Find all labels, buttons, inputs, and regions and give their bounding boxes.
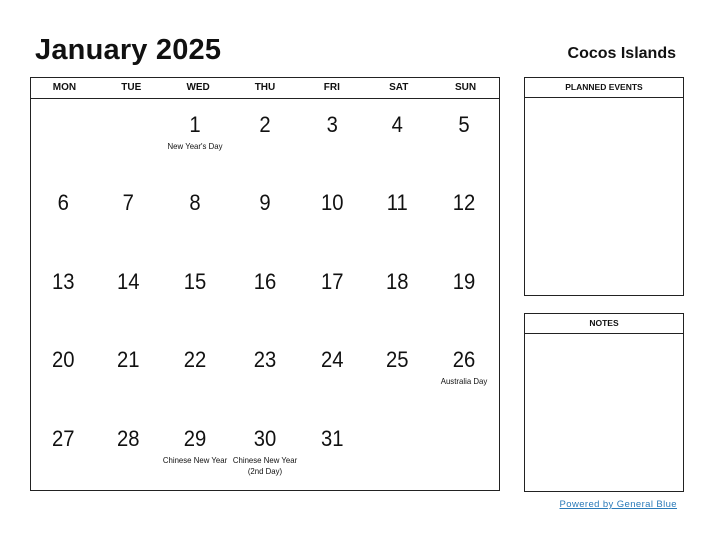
weekday-sun: SUN <box>455 82 477 93</box>
day-cell <box>365 177 430 255</box>
planned-events-title: PLANNED EVENTS <box>525 78 683 98</box>
day-cell <box>300 413 365 491</box>
day-cell <box>300 99 365 177</box>
weekday-tue: TUE <box>121 82 142 93</box>
day-cell <box>365 334 430 412</box>
day-number: 13 <box>51 268 75 294</box>
day-cell <box>96 99 161 177</box>
day-cell <box>96 413 161 491</box>
day-number: 5 <box>458 112 470 137</box>
day-number: 1 <box>189 112 201 137</box>
day-number: 20 <box>51 347 75 373</box>
weekday-sat: SAT <box>389 82 409 93</box>
day-number <box>367 413 426 427</box>
region-name: Cocos Islands <box>567 45 676 62</box>
day-cell <box>31 413 96 491</box>
days-grid <box>31 99 499 491</box>
holiday-label: Chinese New Year <box>162 454 228 465</box>
day-number: 16 <box>253 268 277 294</box>
weekday-thu: THU <box>254 82 276 93</box>
weekday-header-row <box>31 78 499 99</box>
day-cell <box>230 177 300 255</box>
day-number: 10 <box>320 190 344 216</box>
day-cell <box>365 99 430 177</box>
day-cell <box>160 256 230 334</box>
holiday-label: Australia Day <box>440 376 488 387</box>
day-cell <box>160 99 230 177</box>
holiday-label: New Year's Day <box>167 141 223 151</box>
day-cell <box>160 413 230 491</box>
day-cell <box>31 334 96 412</box>
day-cell <box>365 256 430 334</box>
day-cell <box>160 177 230 255</box>
day-number: 15 <box>183 268 207 294</box>
day-number: 31 <box>320 425 344 451</box>
weekday-fri: FRI <box>323 82 340 93</box>
day-cell <box>429 334 499 412</box>
weekday-wed: WED <box>186 82 210 93</box>
day-number: 7 <box>122 190 134 216</box>
day-number: 17 <box>320 268 344 294</box>
day-cell <box>429 413 499 491</box>
day-number: 23 <box>253 347 277 373</box>
day-number: 2 <box>259 112 271 137</box>
day-cell <box>429 99 499 177</box>
day-cell <box>31 256 96 334</box>
day-cell <box>230 334 300 412</box>
day-cell <box>31 99 96 177</box>
day-cell <box>230 413 300 491</box>
day-number: 28 <box>116 425 140 451</box>
day-cell <box>230 256 300 334</box>
day-cell <box>96 177 161 255</box>
calendar-grid <box>30 77 500 491</box>
day-cell <box>96 334 161 412</box>
day-number: 4 <box>391 112 403 137</box>
page-title: January 2025 <box>35 34 222 66</box>
day-number: 8 <box>189 190 201 216</box>
weekday-mon: MON <box>52 82 77 93</box>
day-number: 27 <box>51 425 75 451</box>
day-cell <box>429 177 499 255</box>
notes-title: NOTES <box>525 314 683 334</box>
day-number: 30 <box>253 425 277 451</box>
day-number <box>432 413 496 427</box>
notes-panel <box>524 313 684 492</box>
day-number <box>98 99 157 113</box>
day-number: 24 <box>320 347 344 373</box>
day-number: 29 <box>183 425 207 451</box>
day-cell <box>300 334 365 412</box>
powered-by-link[interactable]: Powered by General Blue <box>559 499 677 510</box>
day-cell <box>230 99 300 177</box>
day-number: 22 <box>183 347 207 373</box>
day-number: 6 <box>57 190 69 216</box>
day-cell <box>429 256 499 334</box>
holiday-label: Chinese New Year (2nd Day) <box>232 454 298 476</box>
planned-events-panel <box>524 77 684 296</box>
day-number: 18 <box>385 268 409 294</box>
day-number: 26 <box>452 347 476 373</box>
day-number: 11 <box>386 190 408 216</box>
day-cell <box>96 256 161 334</box>
day-number: 21 <box>116 347 140 373</box>
day-cell <box>300 256 365 334</box>
day-number: 3 <box>326 112 338 137</box>
day-cell <box>300 177 365 255</box>
day-cell <box>31 177 96 255</box>
day-number: 14 <box>116 268 140 294</box>
day-number: 9 <box>259 190 271 216</box>
day-cell <box>365 413 430 491</box>
day-number: 19 <box>452 268 476 294</box>
day-cell <box>160 334 230 412</box>
day-number: 25 <box>385 347 409 373</box>
day-number: 12 <box>452 190 476 216</box>
day-number <box>34 99 93 113</box>
